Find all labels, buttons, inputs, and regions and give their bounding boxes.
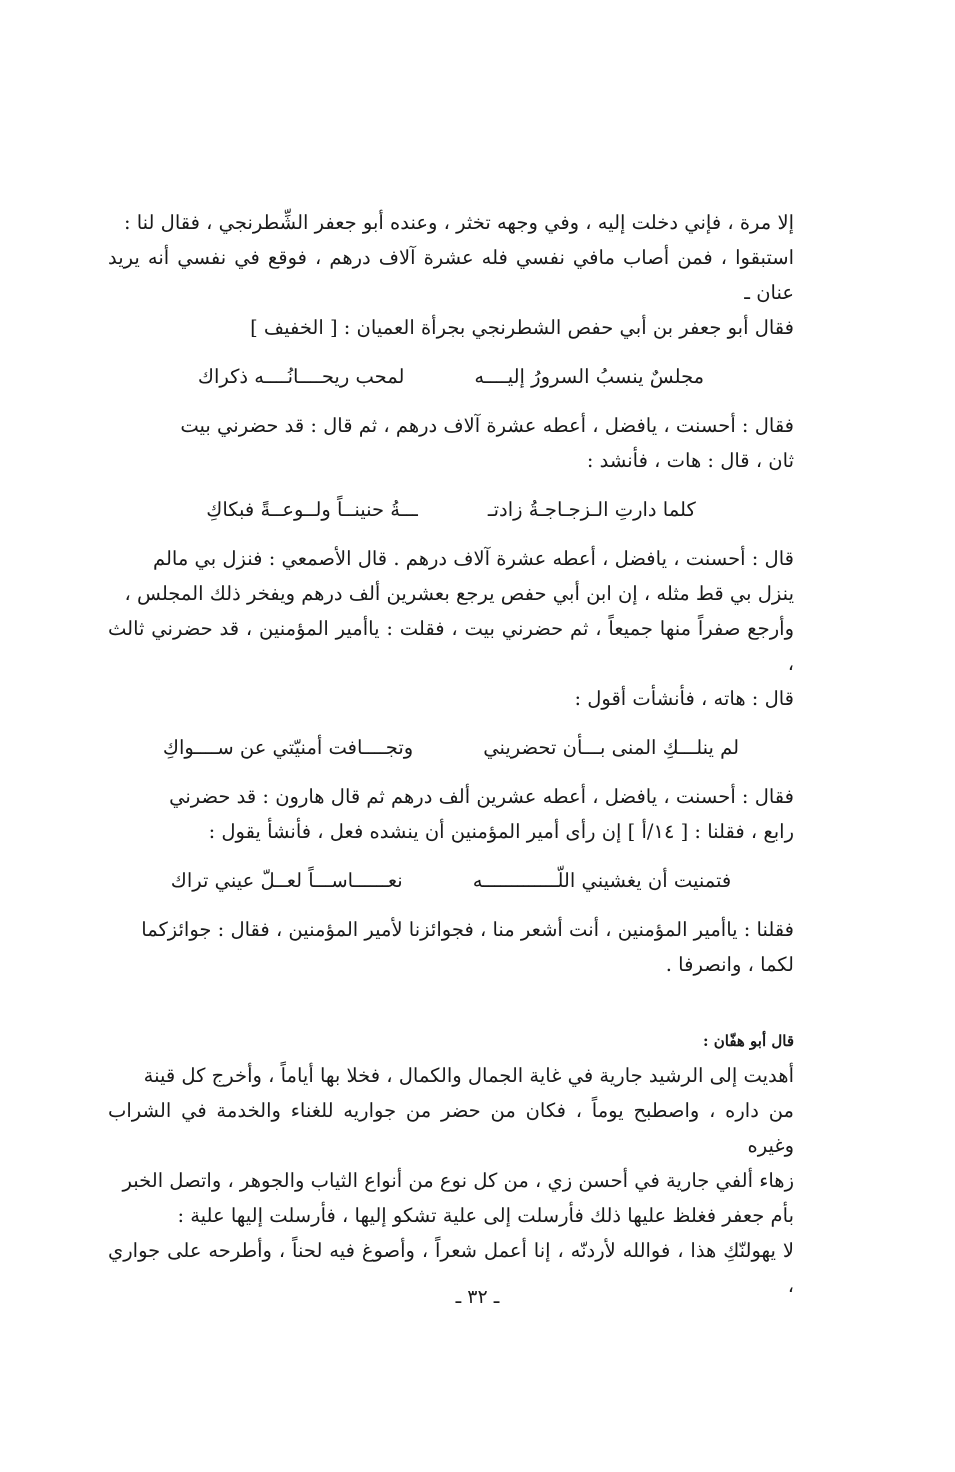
verse-hemistich-first: كلما دارتِ الـزجـاجـةُ زادتـ: [487, 498, 696, 521]
text-line: رابع ، فقلنا : [ ١٤/أ ] إن رأى أمير المؤمنين أن ينشده فعل ، فأنشأ يقول :: [208, 820, 794, 843]
text-line: قال : هاته ، فأنشأت أقول :: [574, 687, 794, 710]
text-line: أهديت إلى الرشيد جارية في غاية الجمال والكمال ، فخلا بها أياماً ، وأخرج كل قينة: [143, 1064, 794, 1087]
verse-1: [108, 359, 794, 394]
verse-hemistich-second: وتجــــافت أمنيّتي عن ســــواكِ: [162, 736, 414, 759]
verse-hemistich-first: لم ينلـــكِ المنى بـــأن تحضريني: [483, 736, 740, 759]
verse-2: [108, 492, 794, 527]
text-line: بأم جعفر فغلظ عليها ذلك فأرسلت إلى علية تشكو إليها ، فأرسلت إليها علية :: [177, 1204, 794, 1227]
paragraph-5: [108, 912, 794, 982]
text-line: وأرجع صفراً منها جميعاً ، ثم حضرني بيت ، فقلت : ياأمير المؤمنين ، قد حضرني ثالث ،: [108, 617, 794, 675]
text-line: قال : أحسنت ، يافضل ، أعطه عشرة آلاف درهم . قال الأصمعي : فنزل بي مالم: [152, 547, 794, 570]
text-line: فقال : أحسنت ، يافضل ، أعطه عشرة آلاف درهم ، ثم قال : قد حضرني بيت: [180, 414, 794, 437]
text-line: فقال أبو جعفر بن أبي حفص الشطرنجي بجرأة العميان : [ الخفيف ]: [250, 316, 794, 339]
verse-hemistich-second: نعــــــاســـاً لعــلّ عيني تراك: [170, 869, 403, 892]
section-heading: قال أبو هفّان :: [702, 1032, 794, 1050]
verse-hemistich-second: لمحب ريحــــانُــــه ذكراك: [197, 365, 405, 388]
paragraph-3: [108, 541, 794, 716]
text-line: ينزل بي قط مثله ، إن ابن أبي حفص يرجع بعشرين ألف درهم ويفخر ذلك المجلس ،: [124, 582, 794, 605]
verse-4: [108, 863, 794, 898]
text-line: فقلنا : ياأمير المؤمنين ، أنت أشعر منا ، فجوائزنا لأمير المؤمنين ، فقال : جوائزكما: [141, 918, 794, 941]
page-body: [108, 205, 794, 1303]
text-line: استبقوا ، فمن أصاب مافي نفسي فله عشرة آلاف درهم ، فوقع في نفسي أنه يريد عنان ـ: [108, 246, 794, 304]
paragraph-6: [108, 1058, 794, 1303]
verse-hemistich-first: فتمنيت أن يغشيني اللّـــــــــــــه: [472, 869, 732, 892]
text-line: من داره ، واصطبح يوماً ، فكان من حضر من جواريه للغناء والخدمة في الشراب وغيره: [108, 1099, 794, 1157]
verse-hemistich-second: ـــةُ حنينــاً ولــوعــةً فبكاكِ: [206, 498, 418, 521]
paragraph-2: [108, 408, 794, 478]
text-line: ثان ، قال : هات ، فأنشد :: [586, 449, 794, 472]
paragraph-1: [108, 205, 794, 345]
text-line: فقال : أحسنت ، يافضل ، أعطه عشرين ألف درهم ثم قال هارون : قد حضرني: [169, 785, 794, 808]
text-line: لكما ، وانصرفا .: [665, 953, 794, 976]
text-line: إلا مرة ، فإني دخلت إليه ، وفي وجهه تخثر ، وعنده أبو جعفر الشِّطرنجي ، فقال لنا :: [123, 211, 794, 234]
verse-3: [108, 730, 794, 765]
text-line: زهاء ألفي جارية في أحسن زي ، من كل نوع من أنواع الثياب والجوهر ، واتصل الخبر: [122, 1169, 794, 1192]
verse-hemistich-first: مجلسٌ ينسبُ السرورُ إليــــه: [474, 365, 705, 388]
text-line: لا يهولنّكِ هذا ، فوالله لأردنّه ، إنا أعمل شعراً ، وأصوغ فيه لحناً ، وأطرحه على جواري ،: [108, 1239, 794, 1297]
paragraph-4: [108, 779, 794, 849]
page-number: ـ ٣٢ ـ: [455, 1286, 500, 1308]
